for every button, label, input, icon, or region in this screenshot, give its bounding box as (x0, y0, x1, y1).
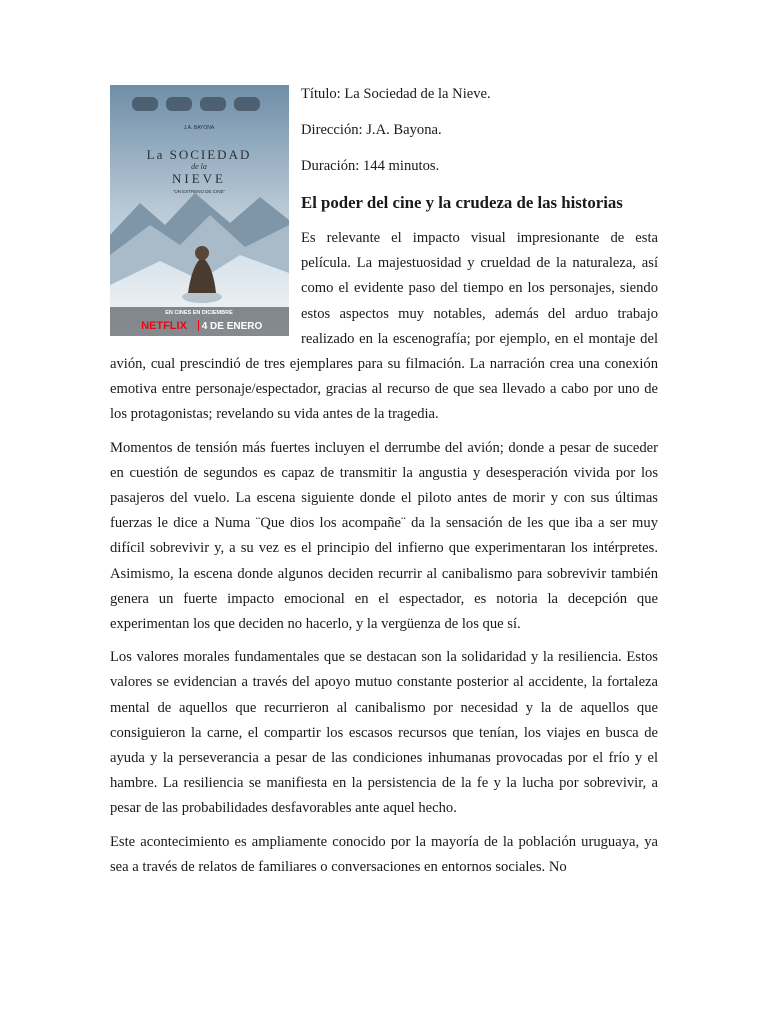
poster-release-note: EN CINES EN DICIEMBRE (165, 310, 233, 316)
document-page (110, 0, 658, 1024)
poster-title-line2: de la (191, 162, 207, 171)
section-title: El poder del cine y la crudeza de las historias (301, 193, 623, 212)
meta-title: Título: La Sociedad de la Nieve. (301, 86, 491, 102)
paragraph-4: Este acontecimiento es ampliamente conocido por la mayoría de la población uruguaya, ya sea a través de relatos de familiares o conversaciones en entornos sociales. No (110, 833, 658, 875)
poster-tagline: "UN ESTRENO DE CINE" (172, 189, 226, 194)
poster-title-line3: NIEVE (172, 171, 226, 186)
poster-director-credit: J.A. BAYONA (183, 125, 215, 131)
paragraph-2: Momentos de tensión más fuertes incluyen el derrumbe del avión; donde a pesar de suceder en cuestión de segundos es capaz de transmitir la angustia y desesperación vivida por los pasajeros del vuelo. La escena siguiente donde el piloto antes de morir y con sus últimas fuerzas le dice a Numa ¨Que dios los acompañe¨ da la sensación de les que iba a ser muy difícil sobrevivir y, a su vez es el principio del infierno que experimentaran los intérpretes. Asimismo, la escena donde algunos deciden recurrir al canibalismo para sobrevivir también genera un fuerte impacto emocional en el espectador, es notoria la decepción que experimentan los que deciden no hacerlo, y la vergüenza de los que sí. (110, 439, 658, 633)
document-body (110, 82, 658, 888)
meta-duration: Duración: 144 minutos. (301, 158, 440, 174)
poster-release-date: 4 DE ENERO (201, 321, 263, 332)
poster-netflix-logo: NETFLIX (141, 320, 187, 332)
paragraph-3: Los valores morales fundamentales que se destacan son la solidaridad y la resiliencia. Estos valores se evidencian a través del apoyo mutuo constante posterior al accidente, la fortaleza mental de aquellos que recurrieron al canibalismo por necesidad y la de aquellos que consiguieron la carne, el compartir los escasos recursos que tenían, los viajes en busca de ayuda y la perseverancia a pesar de las condiciones inhumanas provocadas por el frío y el hambre. La resiliencia se manifiesta en la persistencia de la fe y la lucha por sobrevivir, a pesar de las probabilidades desfavorables ante aquel hecho. (110, 649, 658, 817)
meta-direction: Dirección: J.A. Bayona. (301, 122, 442, 138)
paragraph-1: Es relevante el impacto visual impresionante de esta película. La majestuosidad y crueldad de la naturaleza, así como el evidente paso del tiempo en los personajes, siendo estos aspectos muy notables, además del arduo trabajo realizado en la escenografía; por ejemplo, en el montaje del avión, cual prescindió de tres ejemplares para su filmación. La narración crea una conexión emotiva entre personaje/espectador, gracias al recurso de que sea llevado a cabo por uno de los protagonistas; revelando su vida antes de la tragedia. (110, 230, 658, 423)
poster-title-line1: La SOCIEDAD (146, 147, 252, 162)
